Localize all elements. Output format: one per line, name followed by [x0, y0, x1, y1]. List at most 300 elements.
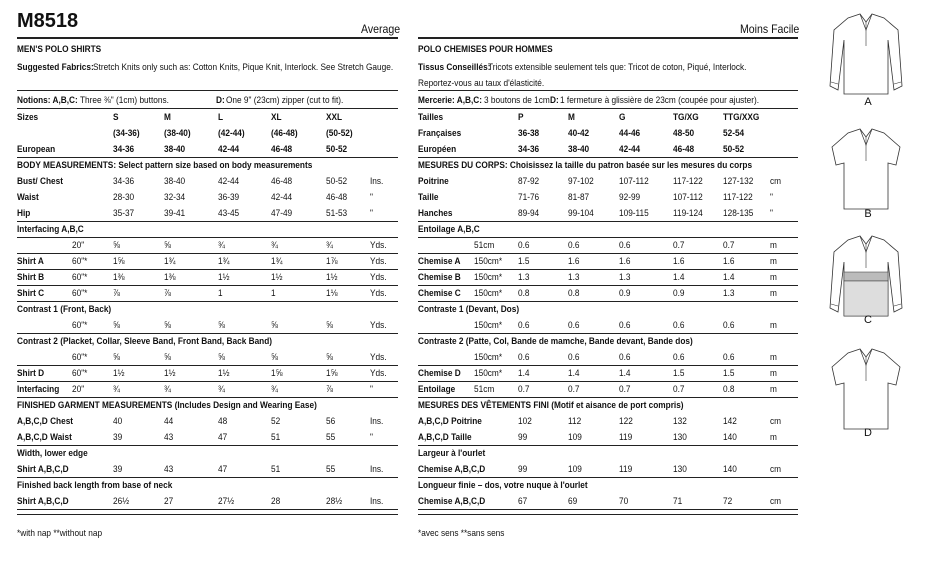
shirt-view-d-icon [826, 345, 906, 433]
en-row-divider [17, 237, 398, 238]
shirt-view-a-icon [826, 10, 906, 98]
en-row-divider [17, 157, 398, 158]
en-cell: 27 [164, 496, 174, 506]
fr-cell: 0.6 [619, 352, 631, 362]
fr-cell: 81-87 [568, 192, 590, 202]
en-cell: 35-37 [113, 208, 135, 218]
en-cell: ¾ [113, 384, 120, 394]
fr-row-divider [418, 333, 798, 334]
en-unit: Ins. [370, 416, 384, 426]
fr-notions-text-d: 1 fermeture à glissière de 23cm (coupée pour ajuster). [560, 95, 760, 105]
fr-cell: 109 [568, 464, 582, 474]
en-row-divider [17, 301, 398, 302]
fr-cell: 0.7 [673, 384, 685, 394]
fr-cell: 109 [568, 432, 582, 442]
fr-cell: 1.6 [723, 256, 735, 266]
fr-cell: 130 [673, 464, 687, 474]
en-cell: ⅝ [113, 352, 120, 362]
fr-unit: m [770, 256, 777, 266]
en-cell: 36-39 [218, 192, 240, 202]
view-label: B [864, 208, 872, 220]
en-fabric-width: 60"* [72, 320, 88, 330]
en-cell: S [113, 112, 119, 122]
en-row-label: Sizes [17, 112, 39, 122]
en-cell: 1¾ [164, 256, 176, 266]
en-unit: " [370, 432, 373, 442]
fr-cell: 0.8 [518, 288, 530, 298]
fr-cell: P [518, 112, 524, 122]
en-notions-text-d: One 9" (23cm) zipper (cut to fit). [226, 95, 344, 105]
fr-fabrics-text-2: Reportez-vous au taux d'élasticité. [418, 78, 545, 88]
en-cell: ⅝ [218, 320, 225, 330]
en-fabrics-text: Stretch Knits only such as: Cotton Knits, Pique Knit, Interlock. See Stretch Gauge. [93, 62, 394, 72]
fr-row-label: Hanches [418, 208, 453, 218]
fr-cell: 0.6 [518, 320, 530, 330]
fr-bottom-rule [418, 514, 798, 515]
en-fabrics-label: Suggested Fabrics: [17, 62, 94, 72]
fr-cell: 109-115 [619, 208, 649, 218]
en-cell: 55 [326, 464, 336, 474]
fr-unit: m [770, 368, 777, 378]
fr-cell: 42-44 [619, 144, 641, 154]
en-section-heading: Contrast 2 (Placket, Collar, Sleeve Band, Front Band, Back Band) [17, 336, 273, 346]
fr-unit: m [770, 320, 777, 330]
fr-section-heading: Longueur finie – dos, votre nuque à l'ourlet [418, 480, 588, 490]
fr-cell: 0.6 [518, 240, 530, 250]
en-cell: 28-30 [113, 192, 135, 202]
fr-cell: 52-54 [723, 128, 745, 138]
en-row-divider [17, 381, 398, 382]
en-cell: ⅞ [113, 288, 120, 298]
en-cell: 1⅜ [113, 272, 125, 282]
shirt-view-b-icon [826, 125, 906, 213]
en-cell: ¾ [326, 240, 333, 250]
en-cell: 39 [113, 464, 123, 474]
fr-cell: 0.7 [568, 384, 580, 394]
en-cell: 51 [271, 464, 281, 474]
shirt-view-c-icon [826, 232, 906, 320]
fr-section-heading: MESURES DES VÊTEMENTS FINI (Motif et aisance de port compris) [418, 400, 684, 410]
fr-cell: 1.4 [568, 368, 580, 378]
view-label: D [864, 427, 872, 439]
fr-cell: 0.9 [673, 288, 685, 298]
en-unit: Yds. [370, 352, 387, 362]
en-row-label: Shirt B [17, 272, 45, 282]
en-cell: 52 [271, 416, 281, 426]
fr-cell: 69 [568, 496, 578, 506]
fr-cell: 97-102 [568, 176, 594, 186]
fr-row-label: A,B,C,D Poitrine [418, 416, 482, 426]
fr-unit: m [770, 240, 777, 250]
en-cell: 1⅝ [113, 256, 125, 266]
fr-cell: 44-46 [619, 128, 641, 138]
fr-cell: 142 [723, 416, 737, 426]
en-row-label: Shirt A,B,C,D [17, 496, 69, 506]
fr-notions-label: Mercerie: A,B,C: [418, 95, 483, 105]
fr-row-divider [418, 381, 798, 382]
fr-cell: TG/XG [673, 112, 699, 122]
fr-row-divider [418, 509, 798, 510]
en-cell: 43 [164, 464, 174, 474]
fr-cell: 36-38 [518, 128, 540, 138]
en-cell: 26½ [113, 496, 130, 506]
fr-cell: 1.3 [723, 288, 735, 298]
fr-cell: 0.8 [723, 384, 735, 394]
fr-cell: 1.4 [518, 368, 530, 378]
en-section-heading: Contrast 1 (Front, Back) [17, 304, 112, 314]
en-row-label: Interfacing [17, 384, 60, 394]
en-cell: ⅝ [113, 320, 120, 330]
en-cell: 43-45 [218, 208, 240, 218]
fr-fabrics-label: Tissus Conseillés: [418, 62, 491, 72]
en-cell: ⅝ [113, 240, 120, 250]
fr-cell: 128-135 [723, 208, 754, 218]
fr-cell: 1.4 [723, 272, 735, 282]
fr-cell: 119 [619, 464, 633, 474]
en-row-label: A,B,C,D Chest [17, 416, 74, 426]
fr-fabric-width: 150cm* [474, 256, 503, 266]
en-cell: 47 [218, 432, 228, 442]
fr-cell: 34-36 [518, 144, 540, 154]
en-unit: " [370, 384, 373, 394]
en-fabric-width: 20" [72, 384, 85, 394]
fr-cell: 0.6 [568, 240, 580, 250]
en-row-divider [17, 365, 398, 366]
fr-unit: m [770, 352, 777, 362]
en-notions-label-d: D: [216, 95, 225, 105]
en-cell: ⅝ [271, 352, 278, 362]
fr-cell: 89-94 [518, 208, 540, 218]
difficulty-fr: Moins Facile [740, 22, 800, 36]
en-cell: 1¾ [218, 256, 230, 266]
fr-fabric-width: 150cm* [474, 272, 503, 282]
fr-row-divider [418, 397, 798, 398]
en-cell: (42-44) [218, 128, 245, 138]
fr-row-label: Chemise B [418, 272, 461, 282]
fr-rule-notions [418, 90, 798, 91]
fr-cell: 102 [518, 416, 532, 426]
fr-unit: m [770, 432, 777, 442]
view-label: C [864, 314, 872, 326]
en-cell: 1 [218, 288, 223, 298]
fr-cell: 0.6 [723, 352, 735, 362]
fr-unit: cm [770, 496, 782, 506]
fr-cell: 1.6 [619, 256, 631, 266]
fr-section-heading: Largeur à l'ourlet [418, 448, 486, 458]
fr-footnote: *avec sens **sans sens [418, 528, 505, 538]
fr-cell: 1.5 [673, 368, 685, 378]
fr-cell: 0.7 [518, 384, 530, 394]
fr-notions-label-d: D: [550, 95, 559, 105]
en-cell: ⅝ [271, 320, 278, 330]
en-cell: ¾ [271, 240, 278, 250]
fr-cell: 87-92 [518, 176, 540, 186]
fr-cell: 40-42 [568, 128, 590, 138]
en-cell: ⅞ [164, 288, 171, 298]
fr-cell: 140 [723, 432, 737, 442]
fr-row-divider [418, 365, 798, 366]
fr-row-label: Taille [418, 192, 439, 202]
fr-cell: 99 [518, 464, 528, 474]
en-cell: ⅝ [218, 352, 225, 362]
fr-section-heading: Contraste 2 (Patte, Col, Bande de mamche, Bande devant, Bande dos) [418, 336, 693, 346]
fr-row-label: Poitrine [418, 176, 449, 186]
view-label: A [864, 96, 872, 108]
en-cell: XL [271, 112, 282, 122]
en-unit: Yds. [370, 256, 387, 266]
en-cell: 27½ [218, 496, 235, 506]
en-cell: ¾ [218, 384, 225, 394]
fr-row-divider [418, 269, 798, 270]
fr-unit: m [770, 384, 777, 394]
en-cell: 42-44 [218, 144, 240, 154]
en-fabric-width: 60"* [72, 368, 88, 378]
en-unit: Ins. [370, 496, 384, 506]
fr-cell: 67 [518, 496, 528, 506]
fr-section-heading: MESURES DU CORPS: Choisissez la taille du patron basée sur les mesures du corps [418, 160, 753, 170]
en-cell: 1⅝ [326, 368, 338, 378]
en-cell: 1⅝ [271, 368, 283, 378]
fr-cell: 107-112 [673, 192, 703, 202]
en-bottom-rule [17, 514, 398, 515]
en-cell: 51 [271, 432, 281, 442]
en-section-heading: BODY MEASUREMENTS: Select pattern size based on body measurements [17, 160, 313, 170]
fr-cell: 46-48 [673, 144, 695, 154]
en-cell: 39-41 [164, 208, 186, 218]
fr-cell: 132 [673, 416, 687, 426]
fr-cell: 0.6 [568, 352, 580, 362]
fr-cell: 0.9 [619, 288, 631, 298]
fr-cell: 1.6 [568, 256, 580, 266]
fr-unit: cm [770, 416, 782, 426]
fr-cell: 0.6 [723, 320, 735, 330]
fr-cell: 0.6 [673, 320, 685, 330]
fr-cell: 140 [723, 464, 737, 474]
en-cell: 28 [271, 496, 281, 506]
fr-row-label: Tailles [418, 112, 444, 122]
fr-cell: 38-40 [568, 144, 590, 154]
en-unit: Ins. [370, 176, 384, 186]
fr-cell: 48-50 [673, 128, 695, 138]
fr-cell: 0.6 [619, 320, 631, 330]
en-fabric-width: 60"* [72, 288, 88, 298]
en-row-divider [17, 397, 398, 398]
en-unit: Yds. [370, 288, 387, 298]
fr-cell: 50-52 [723, 144, 745, 154]
en-row-divider [17, 477, 398, 478]
header-rule-fr [418, 37, 798, 39]
en-unit: Yds. [370, 320, 387, 330]
fr-cell: 1.4 [619, 368, 631, 378]
en-unit: Yds. [370, 368, 387, 378]
en-cell: 1⅛ [326, 288, 338, 298]
en-fabric-width: 60"* [72, 256, 88, 266]
en-cell: 44 [164, 416, 174, 426]
en-cell: 38-40 [164, 176, 186, 186]
fr-fabrics-text: Tricots extensible seulement tels que: Tricot de coton, Piqué, Interlock. [488, 62, 747, 72]
en-cell: ¾ [218, 240, 225, 250]
fr-cell: 117-122 [723, 192, 753, 202]
en-cell: (38-40) [164, 128, 191, 138]
en-cell: M [164, 112, 171, 122]
en-cell: ⅝ [164, 352, 171, 362]
fr-cell: 127-132 [723, 176, 754, 186]
fr-row-label: Chemise A [418, 256, 461, 266]
en-fabric-width: 20" [72, 240, 85, 250]
en-section-heading: Interfacing A,B,C [17, 224, 84, 234]
fr-cell: 1.6 [673, 256, 685, 266]
en-row-divider [17, 269, 398, 270]
en-cell: ¾ [271, 384, 278, 394]
en-unit: Ins. [370, 464, 384, 474]
en-cell: 34-36 [113, 176, 135, 186]
en-cell: 1½ [218, 368, 230, 378]
en-cell: 48 [218, 416, 228, 426]
fr-cell: 1.5 [723, 368, 735, 378]
en-cell: 1½ [218, 272, 230, 282]
en-cell: 39 [113, 432, 123, 442]
en-section-heading: Width, lower edge [17, 448, 88, 458]
en-cell: L [218, 112, 224, 122]
en-cell: 32-34 [164, 192, 186, 202]
en-row-divider [17, 445, 398, 446]
en-cell: 1⅜ [164, 272, 176, 282]
fr-row-label: Chemise A,B,C,D [418, 496, 486, 506]
en-unit: " [370, 192, 373, 202]
fr-row-divider [418, 301, 798, 302]
en-row-label: A,B,C,D Waist [17, 432, 72, 442]
fr-cell: 0.7 [723, 240, 735, 250]
fr-row-label: A,B,C,D Taille [418, 432, 472, 442]
fr-section-heading: Entoilage A,B,C [418, 224, 480, 234]
fr-section-heading: Contraste 1 (Devant, Dos) [418, 304, 520, 314]
en-cell: 40 [113, 416, 123, 426]
fr-cell: 1.5 [518, 256, 530, 266]
en-footnote: *with nap **without nap [17, 528, 103, 538]
pattern-number: M8518 [17, 10, 79, 32]
en-cell: (50-52) [326, 128, 353, 138]
en-cell: 46-48 [271, 144, 293, 154]
fr-row-label: Européen [418, 144, 457, 154]
fr-fabric-width: 150cm* [474, 352, 503, 362]
en-cell: ⅞ [326, 384, 333, 394]
fr-cell: 0.6 [568, 320, 580, 330]
en-cell: 47 [218, 464, 228, 474]
en-row-label: European [17, 144, 56, 154]
fr-cell: M [568, 112, 575, 122]
en-row-divider [17, 221, 398, 222]
fr-cell: 117-122 [673, 176, 703, 186]
fr-cell: 99-104 [568, 208, 594, 218]
en-cell: 1½ [326, 272, 338, 282]
en-cell: ¾ [164, 384, 171, 394]
en-rule-sizes [17, 108, 398, 109]
fr-row-divider [418, 445, 798, 446]
fr-cell: 119 [619, 432, 633, 442]
fr-cell: 0.7 [619, 384, 631, 394]
fr-cell: 130 [673, 432, 687, 442]
en-cell: 1½ [164, 368, 176, 378]
en-cell: 47-49 [271, 208, 293, 218]
fr-unit: cm [770, 176, 782, 186]
fr-fabric-width: 150cm* [474, 288, 503, 298]
fr-cell: 1.4 [673, 272, 685, 282]
en-cell: 43 [164, 432, 174, 442]
fr-cell: 0.7 [673, 240, 685, 250]
fr-cell: 0.6 [619, 240, 631, 250]
en-row-label: Shirt A [17, 256, 44, 266]
fr-cell: 1.3 [518, 272, 530, 282]
fr-cell: 70 [619, 496, 629, 506]
en-cell: 1 [271, 288, 276, 298]
en-row-label: Shirt D [17, 368, 45, 378]
fr-row-divider [418, 253, 798, 254]
en-cell: 1⅞ [326, 256, 338, 266]
en-row-divider [17, 333, 398, 334]
fr-row-label: Françaises [418, 128, 462, 138]
fr-rule-sizes [418, 108, 798, 109]
fr-cell: 0.6 [673, 352, 685, 362]
en-unit: " [370, 208, 373, 218]
fr-row-label: Chemise A,B,C,D [418, 464, 486, 474]
fr-cell: 0.6 [518, 352, 530, 362]
en-cell: 28½ [326, 496, 343, 506]
en-row-label: Shirt C [17, 288, 45, 298]
en-unit: Yds. [370, 240, 387, 250]
en-unit: Yds. [370, 272, 387, 282]
fr-unit: cm [770, 464, 782, 474]
fr-cell: 72 [723, 496, 733, 506]
en-cell: 1¾ [271, 256, 283, 266]
fr-title: POLO CHEMISES POUR HOMMES [418, 44, 553, 54]
en-row-divider [17, 253, 398, 254]
en-cell: 50-52 [326, 144, 348, 154]
en-cell: 46-48 [271, 176, 293, 186]
fr-fabric-width: 150cm* [474, 320, 503, 330]
en-fabric-width: 60"* [72, 272, 88, 282]
fr-row-divider [418, 477, 798, 478]
fr-cell: 0.8 [568, 288, 580, 298]
fr-cell: 122 [619, 416, 633, 426]
en-row-divider [17, 509, 398, 510]
en-row-label: Hip [17, 208, 31, 218]
en-section-heading: Finished back length from base of neck [17, 480, 173, 490]
en-cell: 46-48 [326, 192, 348, 202]
fr-fabric-width: 150cm* [474, 368, 503, 378]
en-cell: ⅝ [326, 352, 333, 362]
fr-cell: 71 [673, 496, 683, 506]
fr-row-label: Chemise D [418, 368, 461, 378]
en-cell: 42-44 [271, 192, 293, 202]
en-notions-text: Three ⅜" (1cm) buttons. [80, 95, 169, 105]
fr-fabric-width: 51cm [474, 240, 495, 250]
fr-fabric-width: 51cm [474, 384, 495, 394]
en-row-label: Waist [17, 192, 39, 202]
en-cell: 42-44 [218, 176, 240, 186]
fr-row-label: Entoilage [418, 384, 456, 394]
fr-cell: 107-112 [619, 176, 649, 186]
en-cell: 38-40 [164, 144, 186, 154]
en-cell: 34-36 [113, 144, 135, 154]
fr-notions-text: 3 boutons de 1cm. [484, 95, 553, 105]
fr-cell: G [619, 112, 626, 122]
fr-row-divider [418, 157, 798, 158]
fr-row-divider [418, 237, 798, 238]
fr-unit: m [770, 272, 777, 282]
en-cell: (46-48) [271, 128, 298, 138]
en-row-label: Bust/ Chest [17, 176, 63, 186]
en-cell: ⅝ [326, 320, 333, 330]
